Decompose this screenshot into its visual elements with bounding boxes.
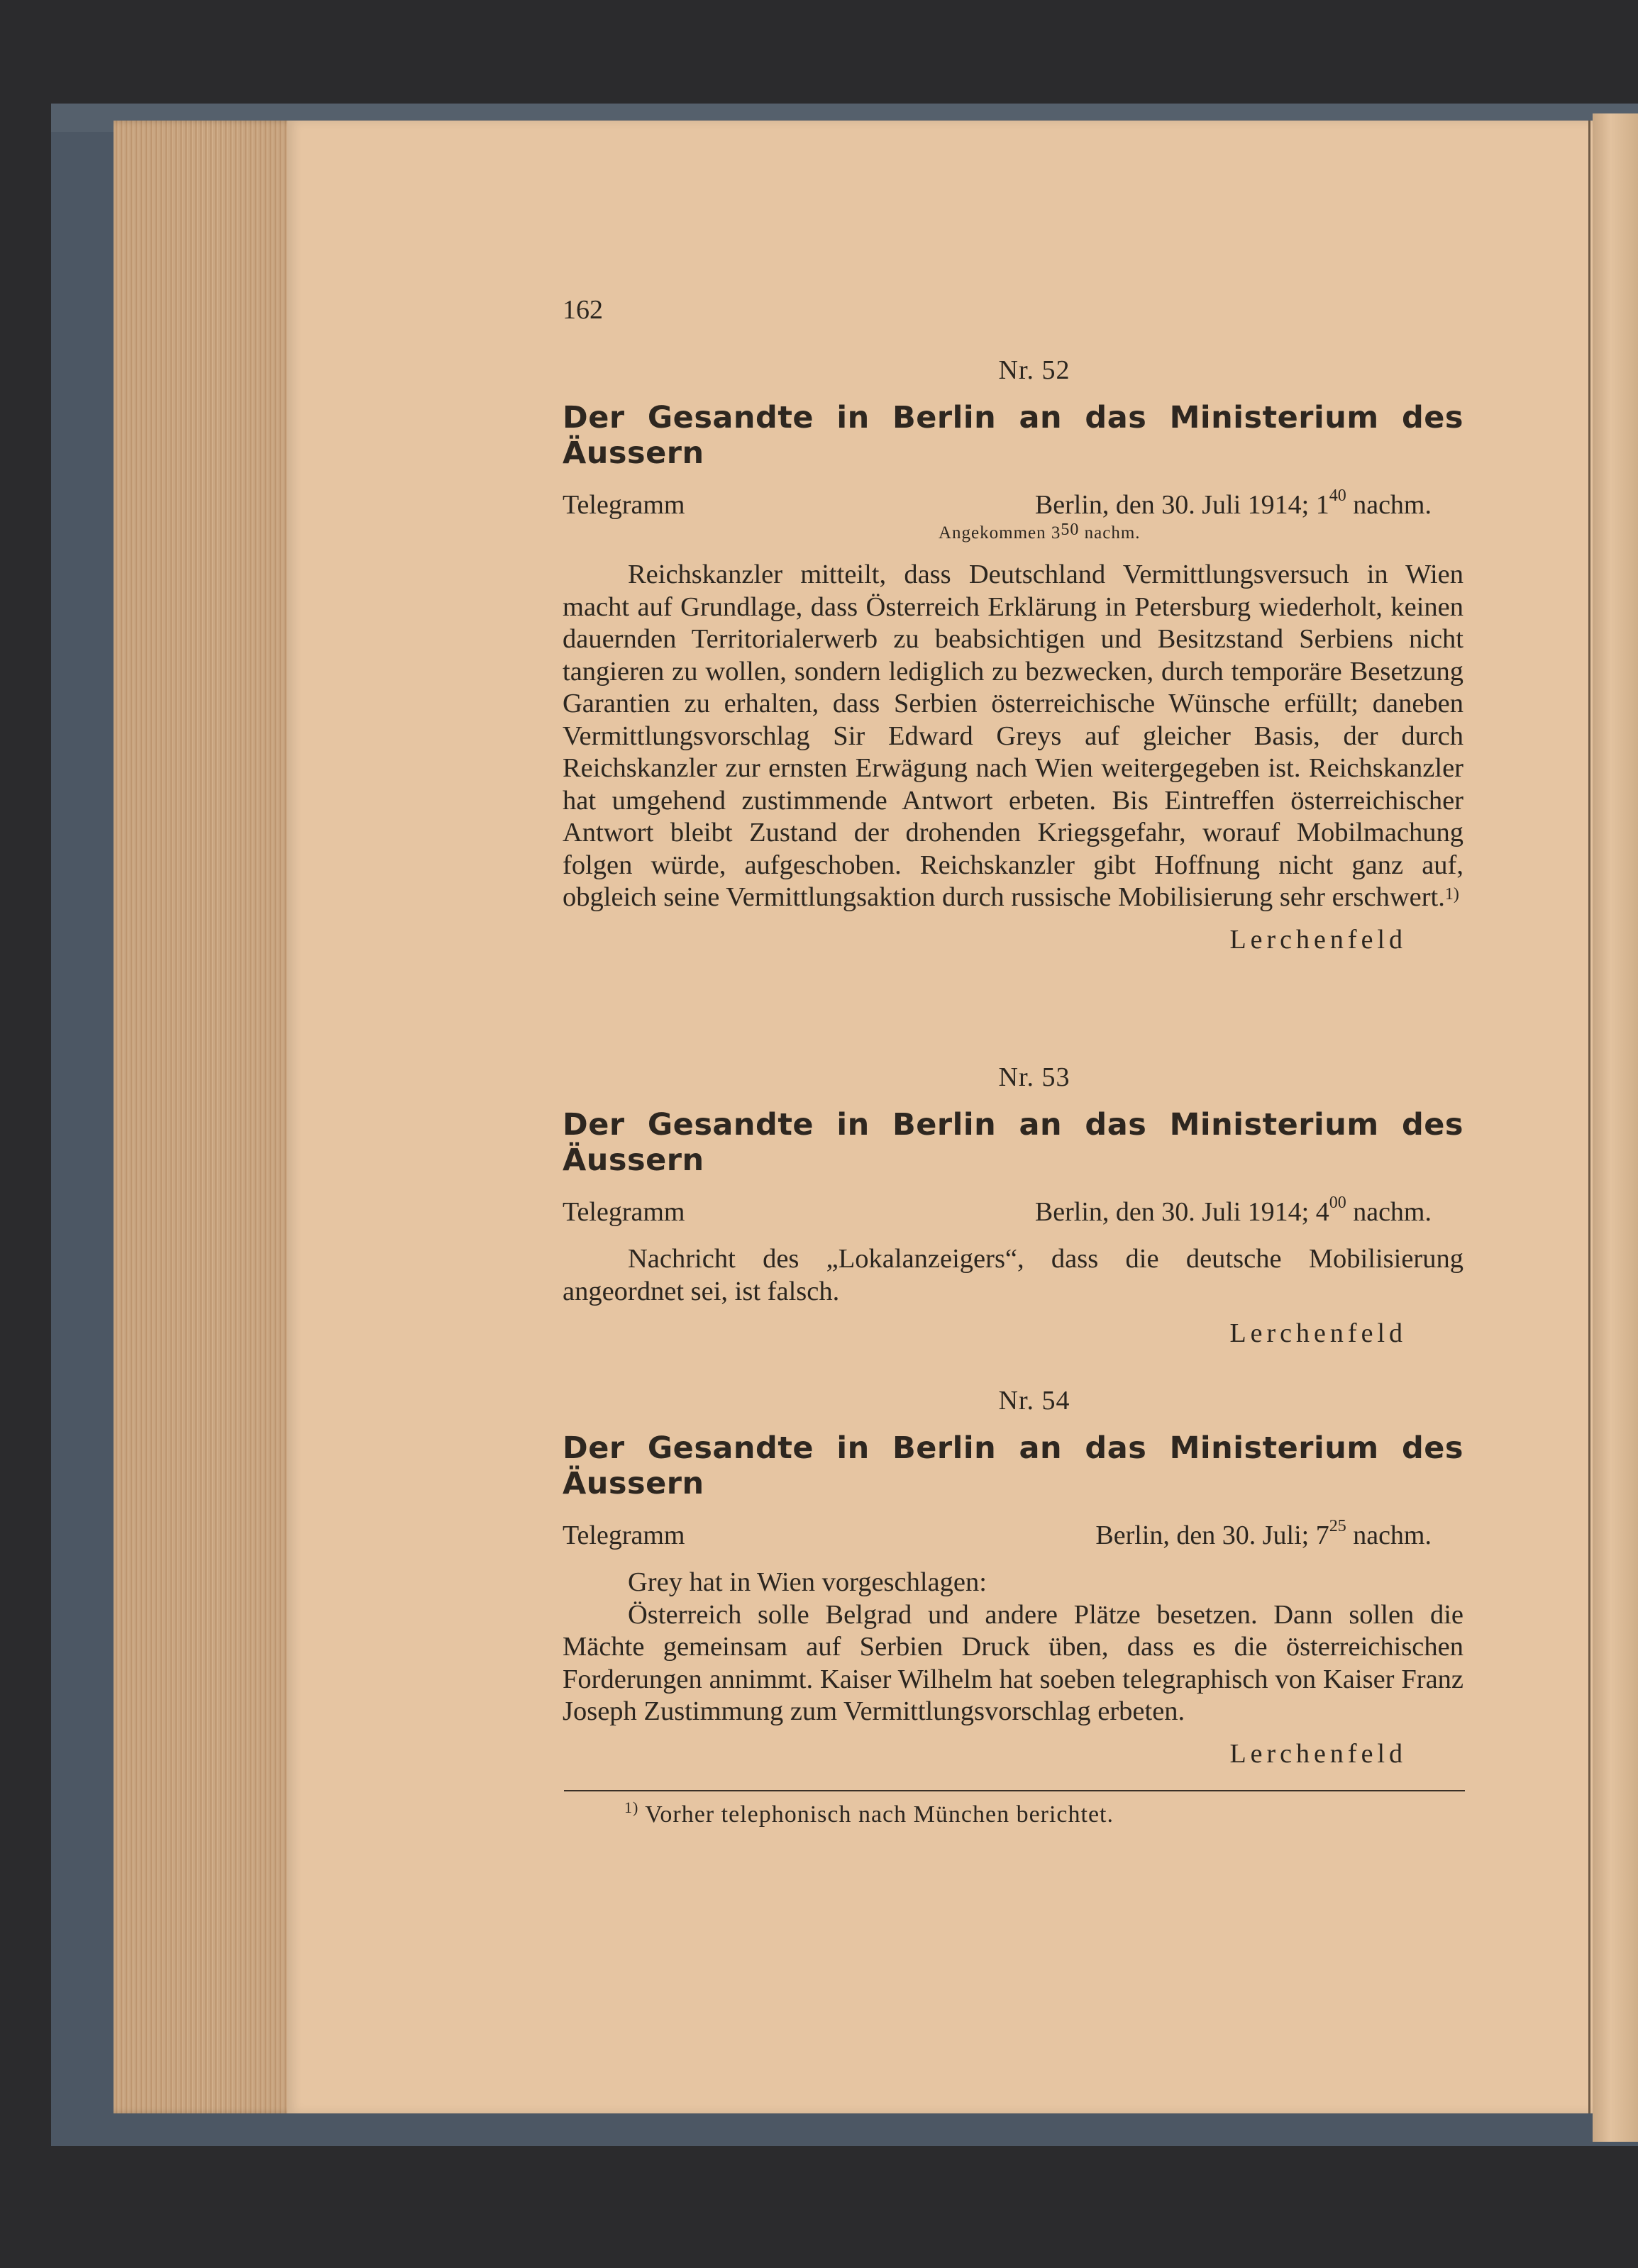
page-number: 162 <box>563 295 603 325</box>
telegram-line <box>563 1517 1463 1551</box>
footnote-reference: 1) <box>1444 885 1459 904</box>
body-paragraph: Grey hat in Wien vorgeschlagen: <box>628 1567 987 1597</box>
telegram-type: Telegramm <box>563 1521 685 1550</box>
signature: Lerchenfeld <box>1229 1318 1407 1348</box>
facing-page-edge <box>1593 113 1638 2142</box>
footnote <box>624 1801 1114 1828</box>
document-body <box>563 559 1463 914</box>
body-paragraph: Reichskanzler mitteilt, dass Deutschland Vermittlungsversuch in Wien macht auf Grundlage, dass Österreich Erklärung in Petersburg wiederholt, keinen dauernden Territorialerwerb zu beabsichtigen und Besitzstand Serbiens nicht tangieren zu wollen, sondern lediglich zu bezwecken, durch temporäre Besetzung Garantien zu erhalten, dass Serbien österreichische Wünsche erfüllt; daneben Vermittlungsvorschlag Sir Edward Greys auf gleicher Basis, der durch Reichskanzler zur ernsten Erwägung nach Wien weitergegeben ist. Reichskanzler hat umgehend zustimmende Antwort erbeten. Bis Eintreffen österreichischer Antwort bleibt Zustand der drohenden Kriegsgefahr, worauf Mobilmachung folgen würde, aufgeschoben. Reichskanzler gibt Hoffnung nicht ganz auf, obgleich seine Vermittlungsaktion durch russische Mobilisierung sehr erschwert.$^{1)}$ <box>563 560 1463 912</box>
footnote-rule <box>564 1790 1465 1791</box>
document-number: Nr. 52 <box>998 355 1070 385</box>
signature: Lerchenfeld <box>1229 924 1407 955</box>
telegram-line <box>563 1196 1463 1228</box>
body-paragraph: Österreich solle Belgrad und andere Plätze besetzen. Dann sollen die Mächte gemeinsam auf Serbien Druck üben, dass es die österreichischen Forderungen annimmt. Kaiser Wilhelm hat soeben telegraphisch von Kaiser Franz Joseph Zustimmung zum Vermittlungsvorschlag erbeten. <box>563 1599 1463 1726</box>
body-paragraph: Nachricht des „Lokalanzeigers“, dass die deutsche Mobilisierung angeordnet sei, ist falsch. <box>563 1244 1463 1306</box>
document-body <box>563 1243 1463 1308</box>
telegram-line <box>563 489 1463 521</box>
footnote-marker: 1) <box>624 1799 639 1816</box>
place-date: Berlin, den 30. Juli 1914; $4^{00}$ nachm. <box>1034 1194 1432 1227</box>
document-body <box>563 1567 1463 1728</box>
place-date: Berlin, den 30. Juli 1914; $1^{40}$ nachm. <box>1034 487 1432 520</box>
document-number: Nr. 54 <box>998 1386 1070 1416</box>
document-heading: Der Gesandte in Berlin an das Ministerium des Äussern <box>563 1430 1463 1501</box>
footnote-text: Vorher telephonisch nach München berichtet. <box>645 1801 1114 1828</box>
document-52 <box>563 355 1463 955</box>
gutter-line <box>1588 121 1590 2113</box>
telegram-type: Telegramm <box>563 490 685 520</box>
document-54 <box>563 1385 1463 1769</box>
document-number: Nr. 53 <box>998 1062 1070 1092</box>
document-heading: Der Gesandte in Berlin an das Ministerium des Äussern <box>563 1107 1463 1178</box>
telegram-type: Telegramm <box>563 1197 685 1227</box>
page-stack-edge <box>114 121 298 2113</box>
place-date: Berlin, den 30. Juli; $7^{25}$ nachm. <box>1095 1517 1432 1550</box>
document-53 <box>563 1062 1463 1349</box>
arrival-note: Angekommen $3^{50}$ nachm. <box>939 521 1141 543</box>
signature: Lerchenfeld <box>1229 1738 1407 1769</box>
document-heading: Der Gesandte in Berlin an das Ministerium des Äussern <box>563 400 1463 471</box>
